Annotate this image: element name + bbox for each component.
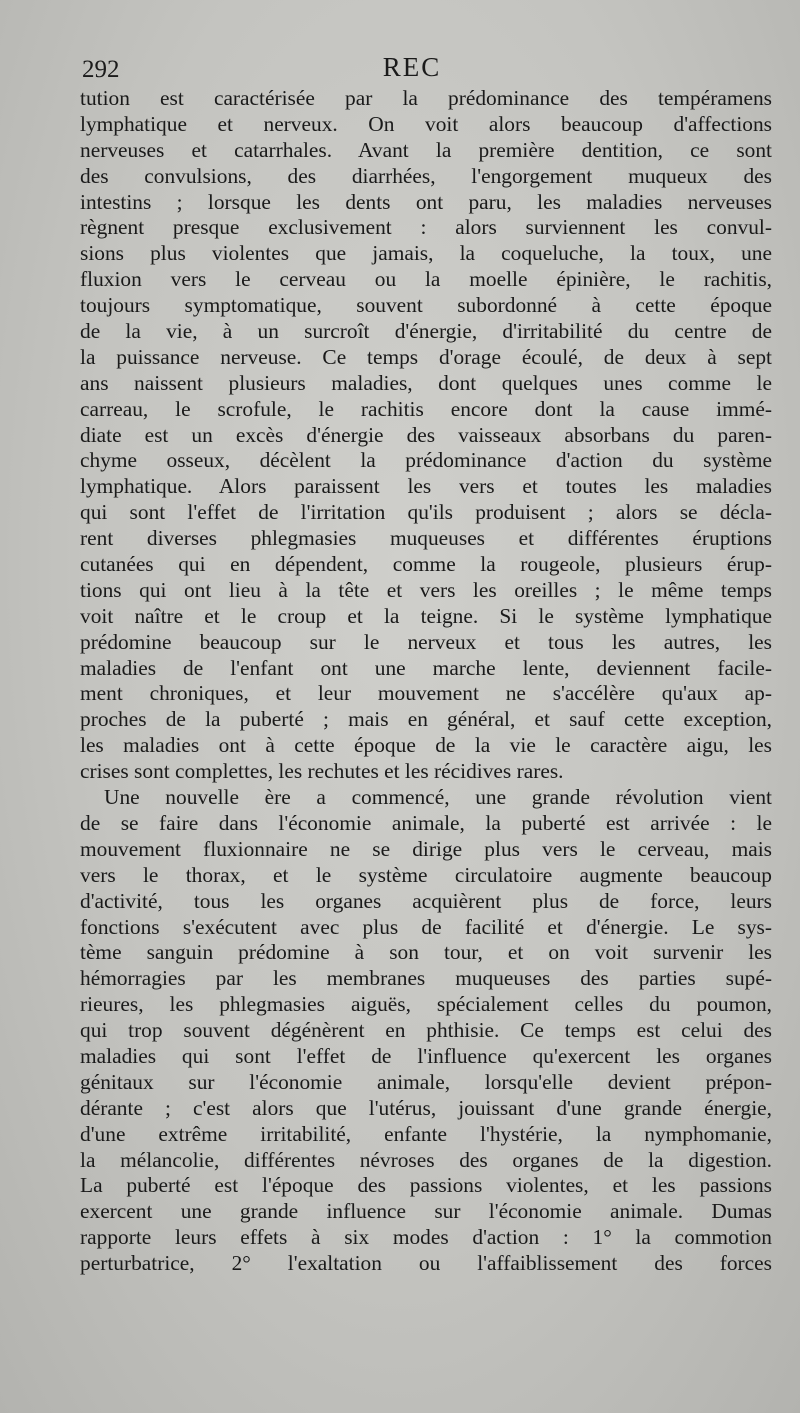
- text-line: Une nouvelle ère a commencé, une grande révolution vient: [104, 785, 772, 810]
- text-line: dérante ; c'est alors que l'utérus, jouissant d'une grande énergie,: [80, 1095, 772, 1120]
- text-line: ans naissent plusieurs maladies, dont quelques unes comme le: [80, 370, 772, 395]
- text-line: tème sanguin prédomine à son tour, et on voit survenir les: [80, 940, 772, 965]
- text-line: qui trop souvent dégénèrent en phthisie. Ce temps est celui des: [80, 1018, 772, 1043]
- text-line: de la vie, à un surcroît d'énergie, d'irritabilité du centre de: [80, 319, 772, 344]
- body-text: [80, 86, 772, 1277]
- text-line: crises sont complettes, les rechutes et les récidives rares.: [80, 759, 564, 784]
- text-line: hémorragies par les membranes muqueuses des parties supé-: [80, 966, 772, 991]
- text-line: lymphatique et nerveux. On voit alors beaucoup d'affections: [80, 111, 772, 136]
- text-line: vers le thorax, et le système circulatoire augmente beaucoup: [80, 862, 772, 887]
- text-line: intestins ; lorsque les dents ont paru, les maladies nerveuses: [80, 189, 772, 214]
- text-line: rapporte leurs effets à six modes d'action : 1° la commotion: [80, 1225, 772, 1250]
- paragraph-1: [80, 86, 772, 785]
- text-line: nerveuses et catarrhales. Avant la première dentition, ce sont: [80, 137, 772, 162]
- text-line: d'activité, tous les organes acquièrent plus de force, leurs: [80, 888, 772, 913]
- text-line: ment chroniques, et leur mouvement ne s'accélère qu'aux ap-: [80, 681, 772, 706]
- text-line: tution est caractérisée par la prédominance des tempéramens: [80, 86, 772, 110]
- text-line: chyme osseux, décèlent la prédominance d'action du système: [80, 448, 772, 473]
- text-line: rieures, les phlegmasies aiguës, spécialement celles du poumon,: [80, 992, 772, 1017]
- text-line: mouvement fluxionnaire ne se dirige plus vers le cerveau, mais: [80, 836, 772, 861]
- text-line: génitaux sur l'économie animale, lorsqu'elle devient prépon-: [80, 1069, 772, 1094]
- text-line: la mélancolie, différentes névroses des organes de la digestion.: [80, 1147, 772, 1172]
- paragraph-2: [80, 785, 772, 1277]
- text-line: la puissance nerveuse. Ce temps d'orage écoulé, de deux à sept: [80, 344, 772, 369]
- text-line: lymphatique. Alors paraissent les vers et toutes les maladies: [80, 474, 772, 499]
- text-line: maladies qui sont l'effet de l'influence qu'exercent les organes: [80, 1043, 772, 1068]
- running-title: REC: [382, 52, 442, 82]
- text-line: des convulsions, des diarrhées, l'engorgement muqueux des: [80, 163, 772, 188]
- text-line: rent diverses phlegmasies muqueuses et différentes éruptions: [80, 526, 772, 551]
- text-line: toujours symptomatique, souvent subordonné à cette époque: [80, 293, 772, 318]
- text-line: fluxion vers le cerveau ou la moelle épinière, le rachitis,: [80, 267, 772, 292]
- text-line: proches de la puberté ; mais en général, et sauf cette exception,: [80, 707, 772, 732]
- text-line: carreau, le scrofule, le rachitis encore dont la cause immé-: [80, 396, 772, 421]
- text-line: cutanées qui en dépendent, comme la rougeole, plusieurs érup-: [80, 552, 772, 577]
- text-line: qui sont l'effet de l'irritation qu'ils produisent ; alors se décla-: [80, 500, 772, 525]
- text-line: maladies de l'enfant ont une marche lente, deviennent facile-: [80, 655, 772, 680]
- text-line: règnent presque exclusivement : alors surviennent les convul-: [80, 215, 772, 240]
- text-line: fonctions s'exécutent avec plus de facilité et d'énergie. Le sys-: [80, 914, 772, 939]
- text-line: les maladies ont à cette époque de la vie le caractère aigu, les: [80, 733, 772, 758]
- text-line: La puberté est l'époque des passions violentes, et les passions: [80, 1173, 772, 1198]
- text-line: de se faire dans l'économie animale, la puberté est arrivée : le: [80, 810, 772, 835]
- text-line: d'une extrême irritabilité, enfante l'hystérie, la nymphomanie,: [80, 1121, 772, 1146]
- text-line: prédomine beaucoup sur le nerveux et tous les autres, les: [80, 629, 772, 654]
- text-line: exercent une grande influence sur l'économie animale. Dumas: [80, 1199, 772, 1224]
- text-line: perturbatrice, 2° l'exaltation ou l'affaiblissement des forces: [80, 1251, 772, 1276]
- page-number: 292: [82, 56, 120, 83]
- text-line: tions qui ont lieu à la tête et vers les oreilles ; le même temps: [80, 577, 772, 602]
- text-line: sions plus violentes que jamais, la coqueluche, la toux, une: [80, 241, 772, 266]
- text-line: diate est un excès d'énergie des vaisseaux absorbans du paren-: [80, 422, 772, 447]
- text-line: voit naître et le croup et la teigne. Si le système lymphatique: [80, 603, 772, 628]
